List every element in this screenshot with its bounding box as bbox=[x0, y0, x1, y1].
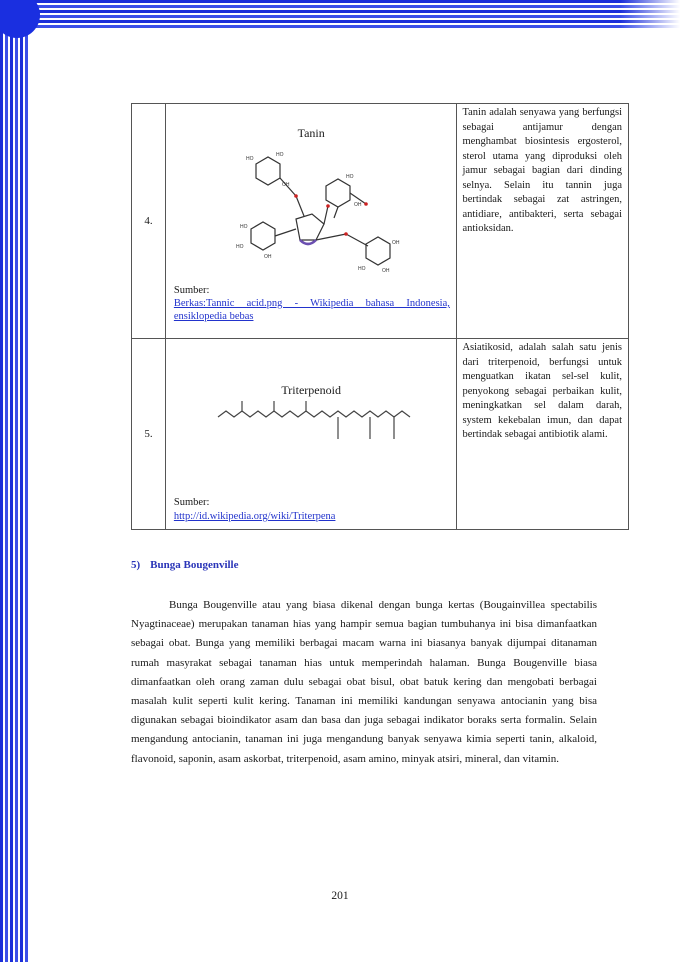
svg-text:HO: HO bbox=[357, 266, 366, 272]
row-number-cell bbox=[132, 339, 166, 530]
description-cell bbox=[457, 339, 629, 530]
figure-source-label: Sumber: bbox=[173, 285, 210, 296]
svg-text:HO: HO bbox=[275, 152, 284, 158]
top-border-stripes bbox=[0, 0, 680, 30]
row-number: 5. bbox=[144, 428, 153, 440]
top-border-fade bbox=[620, 0, 680, 30]
tannin-structure-image bbox=[216, 144, 416, 284]
compound-description: Tanin adalah senyawa yang berfungsi sebagai antijamur dengan menghambat biosintesis ergosterol, sterol utama yang diproduksi oleh jamur sebagai bagian dari dinding selnya. Selain itu tannin juga bertindak sebagai zat astringen, antidiare, antibakteri, serta sebagai antioksidan. bbox=[462, 107, 622, 234]
svg-text:OH: OH bbox=[263, 254, 272, 260]
page-number: 201 bbox=[331, 890, 349, 902]
figure-cell bbox=[165, 104, 457, 339]
compound-description: Asiatikosid, adalah salah satu jenis dari triterpenoid, berfungsi untuk menguatkan ikatan sel-sel kulit, penyokong sebagai perbaikan kulit, meningkatkan sel dalam darah, system kekebalan imun, dan dapat bertindak sebagai antibiotik alami. bbox=[462, 342, 622, 440]
section-heading bbox=[131, 559, 239, 571]
triterpenoid-structure-image bbox=[216, 399, 416, 451]
plant-compound-table bbox=[131, 103, 629, 530]
figure-title: Tanin bbox=[297, 126, 325, 140]
svg-text:OH: OH bbox=[281, 182, 290, 188]
svg-text:OH: OH bbox=[353, 202, 362, 208]
row-number-cell bbox=[132, 104, 166, 339]
row-number: 4. bbox=[144, 215, 153, 227]
svg-text:HO: HO bbox=[345, 174, 354, 180]
figure-cell bbox=[165, 339, 457, 530]
figure-source-link[interactable]: Berkas:Tannic acid.png - Wikipedia bahasa Indonesia, ensiklopedia bebas bbox=[173, 298, 450, 322]
description-cell bbox=[457, 104, 629, 339]
table-row bbox=[132, 339, 629, 530]
svg-text:HO: HO bbox=[235, 244, 244, 250]
table-row bbox=[132, 104, 629, 339]
figure-source-link[interactable]: http://id.wikipedia.org/wiki/Triterpena bbox=[173, 511, 336, 522]
figure-title: Triterpenoid bbox=[281, 383, 341, 397]
corner-ornament bbox=[0, 0, 40, 38]
section-title: Bunga Bougenville bbox=[150, 559, 239, 571]
svg-text:HO: HO bbox=[239, 224, 248, 230]
svg-text:HO: HO bbox=[245, 156, 254, 162]
left-border-stripes bbox=[0, 0, 30, 962]
body-paragraph: Bunga Bougenville atau yang biasa dikenal dengan bunga kertas (Bougainvillea spectabilis Nyagtinaceae) merupakan tanaman hias yang hampir semua bagian tumbuhanya ini bisa dimanfaatkan sebagai obat. Bunga yang memiliki berbagai macam warna ini biasanya banyak dijumpai ditanaman rumah masyrakat sebagai tanaman hias untuk memperindah halaman. Bunga Bougenville biasa dimanfaatkan oleh orang zaman dulu sebagai obat bisul, obat batuk kering dan mengobati berbagai masalah kulit seperti kulit kering. Tanaman ini memiliki kandungan senyawa antocianin yang bisa digunakan sebagai bioindikator asam dan basa dan juga sebagai indikator boraks serta formalin. Selain mengandung antocianin, tanaman ini juga mengandung banyak senyawa kimia seperti tanin, alkaloid, flavonoid, saponin, asam askorbat, triterpenoid, asam amino, minyak atsiri, mineral, dan vitamin. bbox=[131, 599, 597, 765]
svg-text:OH: OH bbox=[391, 240, 400, 246]
figure-source-label: Sumber: bbox=[173, 497, 210, 508]
section-number: 5) bbox=[131, 559, 141, 571]
svg-text:OH: OH bbox=[381, 268, 390, 274]
